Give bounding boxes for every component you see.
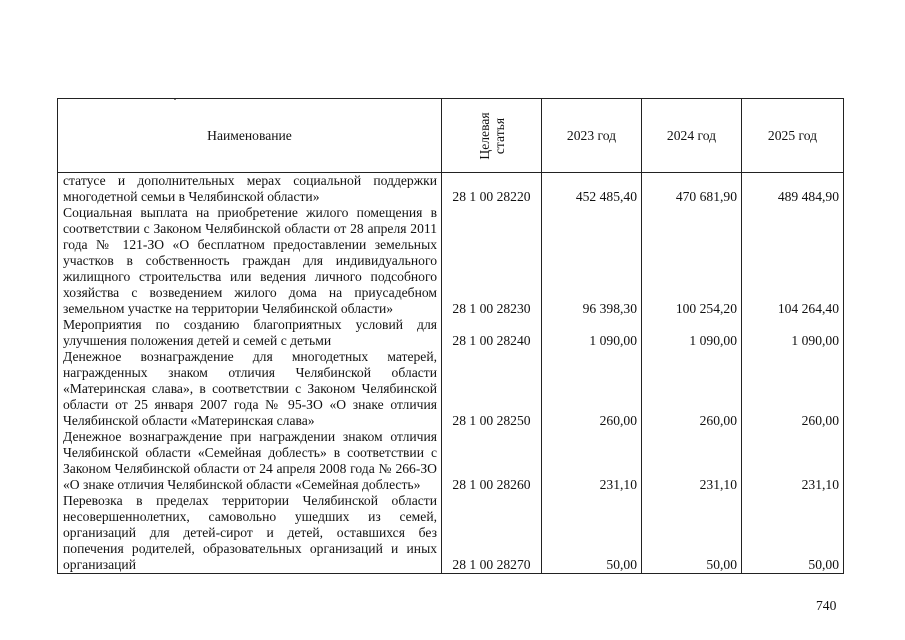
table-body [58, 173, 844, 574]
header-name: Наименование [58, 99, 442, 173]
row-2024-cell: 1 090,00 [642, 317, 742, 349]
table-row [58, 429, 844, 493]
table-row [58, 349, 844, 429]
row-2024-cell: 470 681,90 [642, 173, 742, 206]
row-2025-cell: 1 090,00 [742, 317, 844, 349]
row-name-cell: статусе и дополнительных мерах социальной поддержки многодетной семьи в Челябинской области» [58, 173, 442, 206]
row-name-cell: Социальная выплата на приобретение жилого помещения в соответствии с Законом Челябинской области от 28 апреля 2011 года № 121-ЗО «О бесплатном предоставлении земельных участков в собственность граждан для индивидуального жилищного строительства или ведения личного подсобного хозяйства с возведением жилого дома на приусадебном земельном участке на территории Челябинской области» [58, 205, 442, 317]
row-2024-cell: 100 254,20 [642, 205, 742, 317]
header-code-line2: статья [491, 117, 507, 154]
row-2023-cell: 1 090,00 [542, 317, 642, 349]
row-2025-cell: 50,00 [742, 493, 844, 574]
row-code-cell: 28 1 00 28260 [442, 429, 542, 493]
table-row [58, 205, 844, 317]
page-number: 740 [816, 598, 837, 613]
row-2023-cell: 452 485,40 [542, 173, 642, 206]
row-2023-cell: 50,00 [542, 493, 642, 574]
row-2023-cell: 260,00 [542, 349, 642, 429]
row-2025-cell: 104 264,40 [742, 205, 844, 317]
row-2023-cell: 96 398,30 [542, 205, 642, 317]
header-code-line1: Целевая [476, 111, 492, 160]
header-code [442, 99, 542, 173]
row-code-cell: 28 1 00 28250 [442, 349, 542, 429]
row-name-cell: Денежное вознаграждение при награждении знаком отличия Челябинской области «Семейная доблесть» в соответствии с Законом Челябинской области от 24 апреля 2008 года № 266-ЗО «О знаке отличия Челябинской области «Семейная доблесть» [58, 429, 442, 493]
budget-table [57, 98, 844, 574]
row-2024-cell: 50,00 [642, 493, 742, 574]
header-2025: 2025 год [742, 99, 844, 173]
table-row [58, 317, 844, 349]
row-name-cell: Перевозка в пределах территории Челябинской области несовершеннолетних, самовольно ушедших из семей, организаций для детей-сирот и детей, оставшихся без попечения родителей, образовательных организаций и иных организаций [58, 493, 442, 574]
header-2024: 2024 год [642, 99, 742, 173]
row-code-cell: 28 1 00 28270 [442, 493, 542, 574]
row-2025-cell: 489 484,90 [742, 173, 844, 206]
row-name-cell: Денежное вознаграждение для многодетных матерей, награжденных знаком отличия Челябинской области «Материнская слава», в соответствии с Законом Челябинской области от 25 января 2007 года № 95-ЗО «О знаке отличия Челябинской области «Материнская слава» [58, 349, 442, 429]
table-row [58, 173, 844, 206]
row-2024-cell: 260,00 [642, 349, 742, 429]
header-row [58, 99, 844, 173]
row-code-cell: 28 1 00 28230 [442, 205, 542, 317]
header-code-rotated [477, 112, 507, 159]
table-row [58, 493, 844, 574]
row-2025-cell: 260,00 [742, 349, 844, 429]
row-code-cell: 28 1 00 28220 [442, 173, 542, 206]
row-2024-cell: 231,10 [642, 429, 742, 493]
row-2025-cell: 231,10 [742, 429, 844, 493]
row-code-cell: 28 1 00 28240 [442, 317, 542, 349]
row-2023-cell: 231,10 [542, 429, 642, 493]
table-header [58, 99, 844, 173]
header-2023: 2023 год [542, 99, 642, 173]
row-name-cell: Мероприятия по созданию благоприятных условий для улучшения положения детей и семей с детьми [58, 317, 442, 349]
